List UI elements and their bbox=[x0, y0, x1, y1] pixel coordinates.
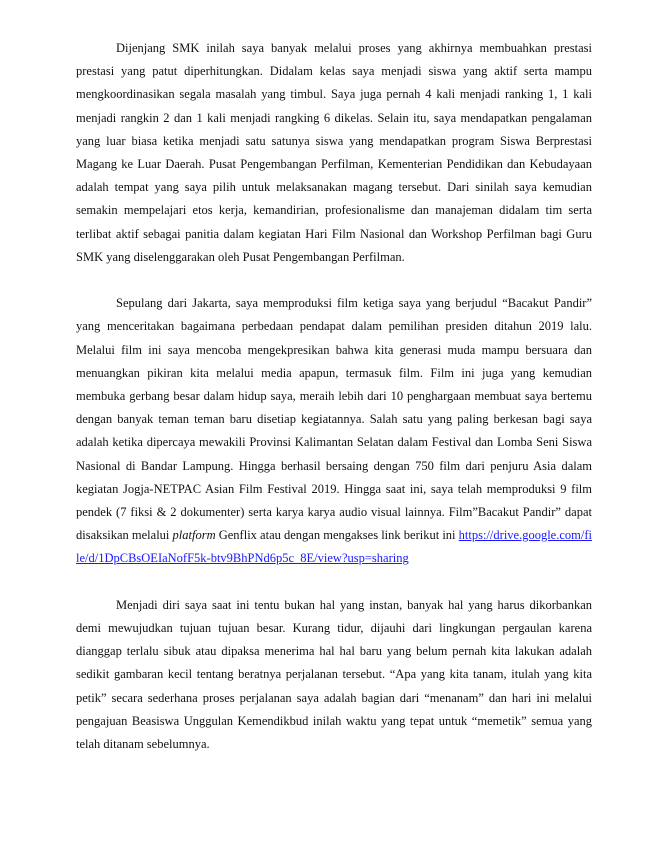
platform-italic-word: platform bbox=[172, 528, 216, 543]
paragraph-closing: Menjadi diri saya saat ini tentu bukan hal yang instan, banyak hal yang harus dikorbankan demi mewujudkan tujuan tujuan besar. Kurang tidur, dijauhi dari lingkungan pergaulan karena dianggap terlalu sibuk atau dipaksa menerima hal hal baru yang belum pernah kita lakukan adalah sedikit gambaran kecil tentang beratnya perjalanan tersebut. “Apa yang kita tanam, itulah yang kita petik” secara sederhana proses perjalanan saya adalah bagian dari “menanam” dan hari ini melalui pengajuan Beasiswa Unggulan Kemendikbud inilah waktu yang tepat untuk “memetik” semua yang telah ditanam sebelumnya. bbox=[76, 597, 592, 752]
paragraph-spacer bbox=[76, 269, 592, 292]
film-drive-link[interactable]: https://drive.google.com/file/d/1DpCBsOEIaNofF5k-btv9BhPNd6p5c_8E/view?usp=sharing bbox=[76, 528, 592, 566]
paragraph-spacer bbox=[76, 571, 592, 594]
paragraph-film-text: Sepulang dari Jakarta, saya memproduksi film ketiga saya yang berjudul “Bacakut Pandir” yang menceritakan bagaimana perbedaan pendapat dalam pemilihan presiden ditahun 2019 lalu. Melalui film ini saya mencoba mengekpresikan bahwa kita generasi muda mampu bersuara dan menuangkan pikiran kita melalui media apapun, termasuk film. Film ini juga yang kemudian membuka gerbang besar dalam hidup saya, meraih lebih dari 10 penghargaan membuat saya bertemu dengan banyak teman teman baru disetiap kegiatannya. Salah satu yang paling berkesan bagi saya adalah ketika dipercaya mewakili Provinsi Kalimantan Selatan dalam Festival dan Lomba Seni Siswa Nasional di Bandar Lampung. Hingga berhasil bersaing dengan 750 film dari penjuru Asia dalam kegiatan Jogja-NETPAC Asian Film Festival 2019. Hingga saat ini, saya telah memproduksi 9 film pendek (7 fiksi & 2 dokumenter) serta karya karya audio visual lainnya. Film”Bacakut Pandir” dapat disaksikan melalui bbox=[76, 296, 592, 543]
paragraph-film-text-continued: Genflix atau dengan mengakses link berikut ini bbox=[215, 528, 459, 543]
paragraph-film bbox=[76, 292, 592, 570]
paragraph-smk: Dijenjang SMK inilah saya banyak melalui proses yang akhirnya membuahkan prestasi prestasi yang patut diperhitungkan. Didalam kelas saya menjadi siswa yang aktif serta mampu mengkoordinasikan segala masalah yang timbul. Saya juga pernah 4 kali menjadi ranking 1, 1 kali menjadi rangkin 2 dan 1 kali menjadi rangking 6 dikelas. Selain itu, saya mendapatkan pengalaman yang luar biasa ketika menjadi satu satunya siswa yang mendapatkan program Siswa Berprestasi Magang ke Luar Daerah. Pusat Pengembangan Perfilman, Kementerian Pendidikan dan Kebudayaan adalah tempat yang saya pilih untuk melaksanakan magang tersebut. Dari sinilah saya kemudian semakin mempelajari etos kerja, kemandirian, profesionalisme dan manajeman didalam tim serta terlibat aktif sebagai panitia dalam kegiatan Hari Film Nasional dan Workshop Perfilman bagi Guru SMK yang diselenggarakan oleh Pusat Pengembangan Perfilman. bbox=[76, 41, 592, 264]
document-page bbox=[76, 37, 592, 756]
